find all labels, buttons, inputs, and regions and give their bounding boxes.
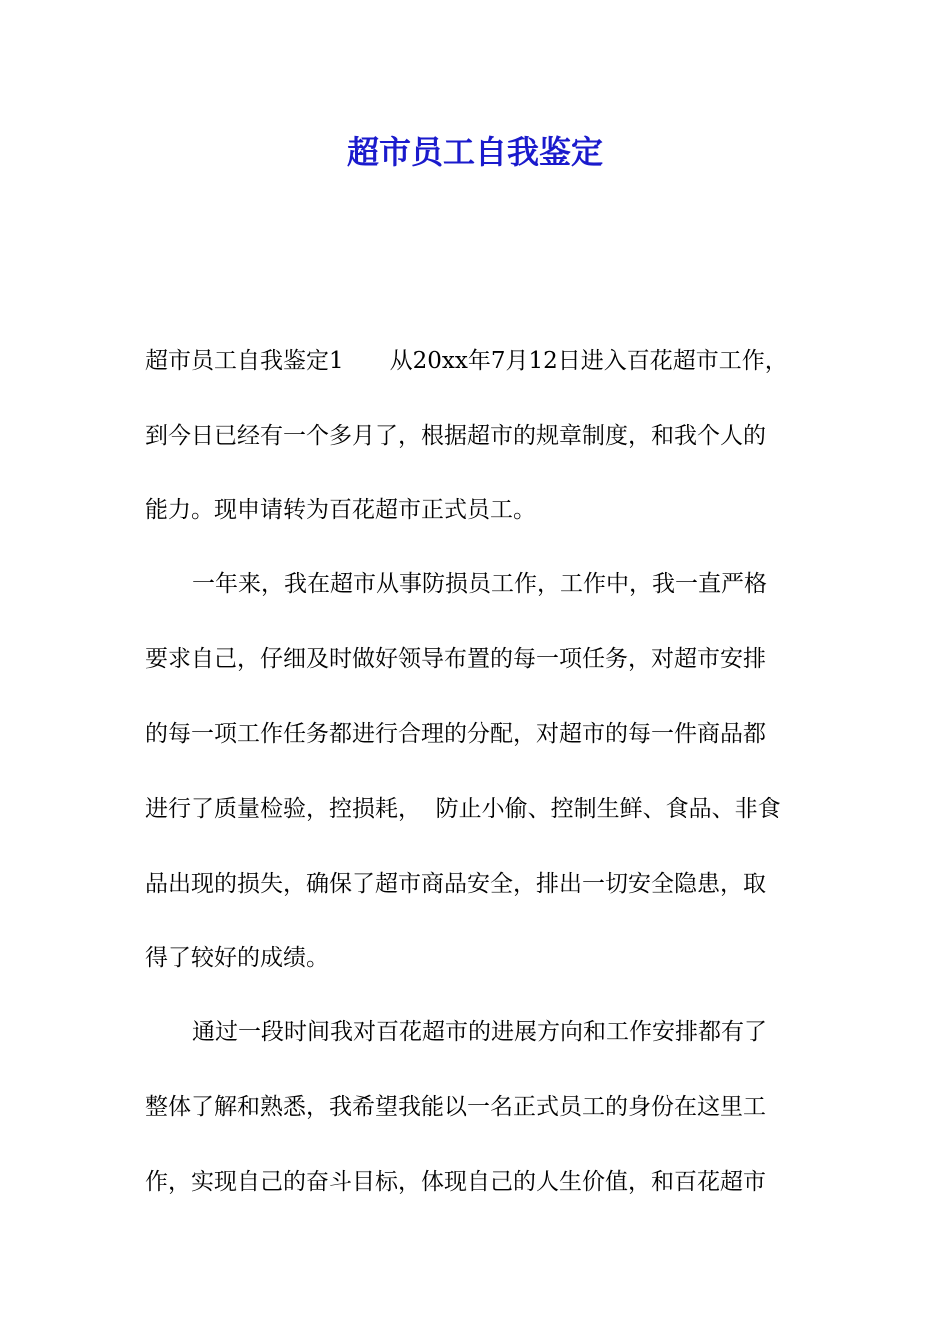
- body-line: 能力。现申请转为百花超市正式员工。: [145, 497, 536, 523]
- document-title: 超市员工自我鉴定: [346, 133, 603, 171]
- body-line: 一年来，我在超市从事防损员工作，工作中，我一直严格: [192, 571, 767, 597]
- body-line: 进行了质量检验，控损耗， 防止小偷、控制生鲜、食品、非食: [145, 796, 781, 822]
- body-line: 作，实现自己的奋斗目标，体现自己的人生价值，和百花超市: [145, 1169, 766, 1195]
- body-line: 整体了解和熟悉，我希望我能以一名正式员工的身份在这里工: [145, 1094, 766, 1120]
- body-line: 通过一段时间我对百花超市的进展方向和工作安排都有了: [192, 1019, 767, 1045]
- body-line: 超市员工自我鉴定1 从20xx年7月12日进入百花超市工作，: [145, 348, 788, 374]
- body-line: 得了较好的成绩。: [145, 945, 329, 971]
- body-line: 品出现的损失，确保了超市商品安全，排出一切安全隐患，取: [145, 871, 766, 897]
- body-line: 的每一项工作任务都进行合理的分配，对超市的每一件商品都: [145, 721, 766, 747]
- body-line: 到今日已经有一个多月了，根据超市的规章制度，和我个人的: [145, 423, 766, 449]
- body-line: 要求自己，仔细及时做好领导布置的每一项任务，对超市安排: [145, 646, 766, 672]
